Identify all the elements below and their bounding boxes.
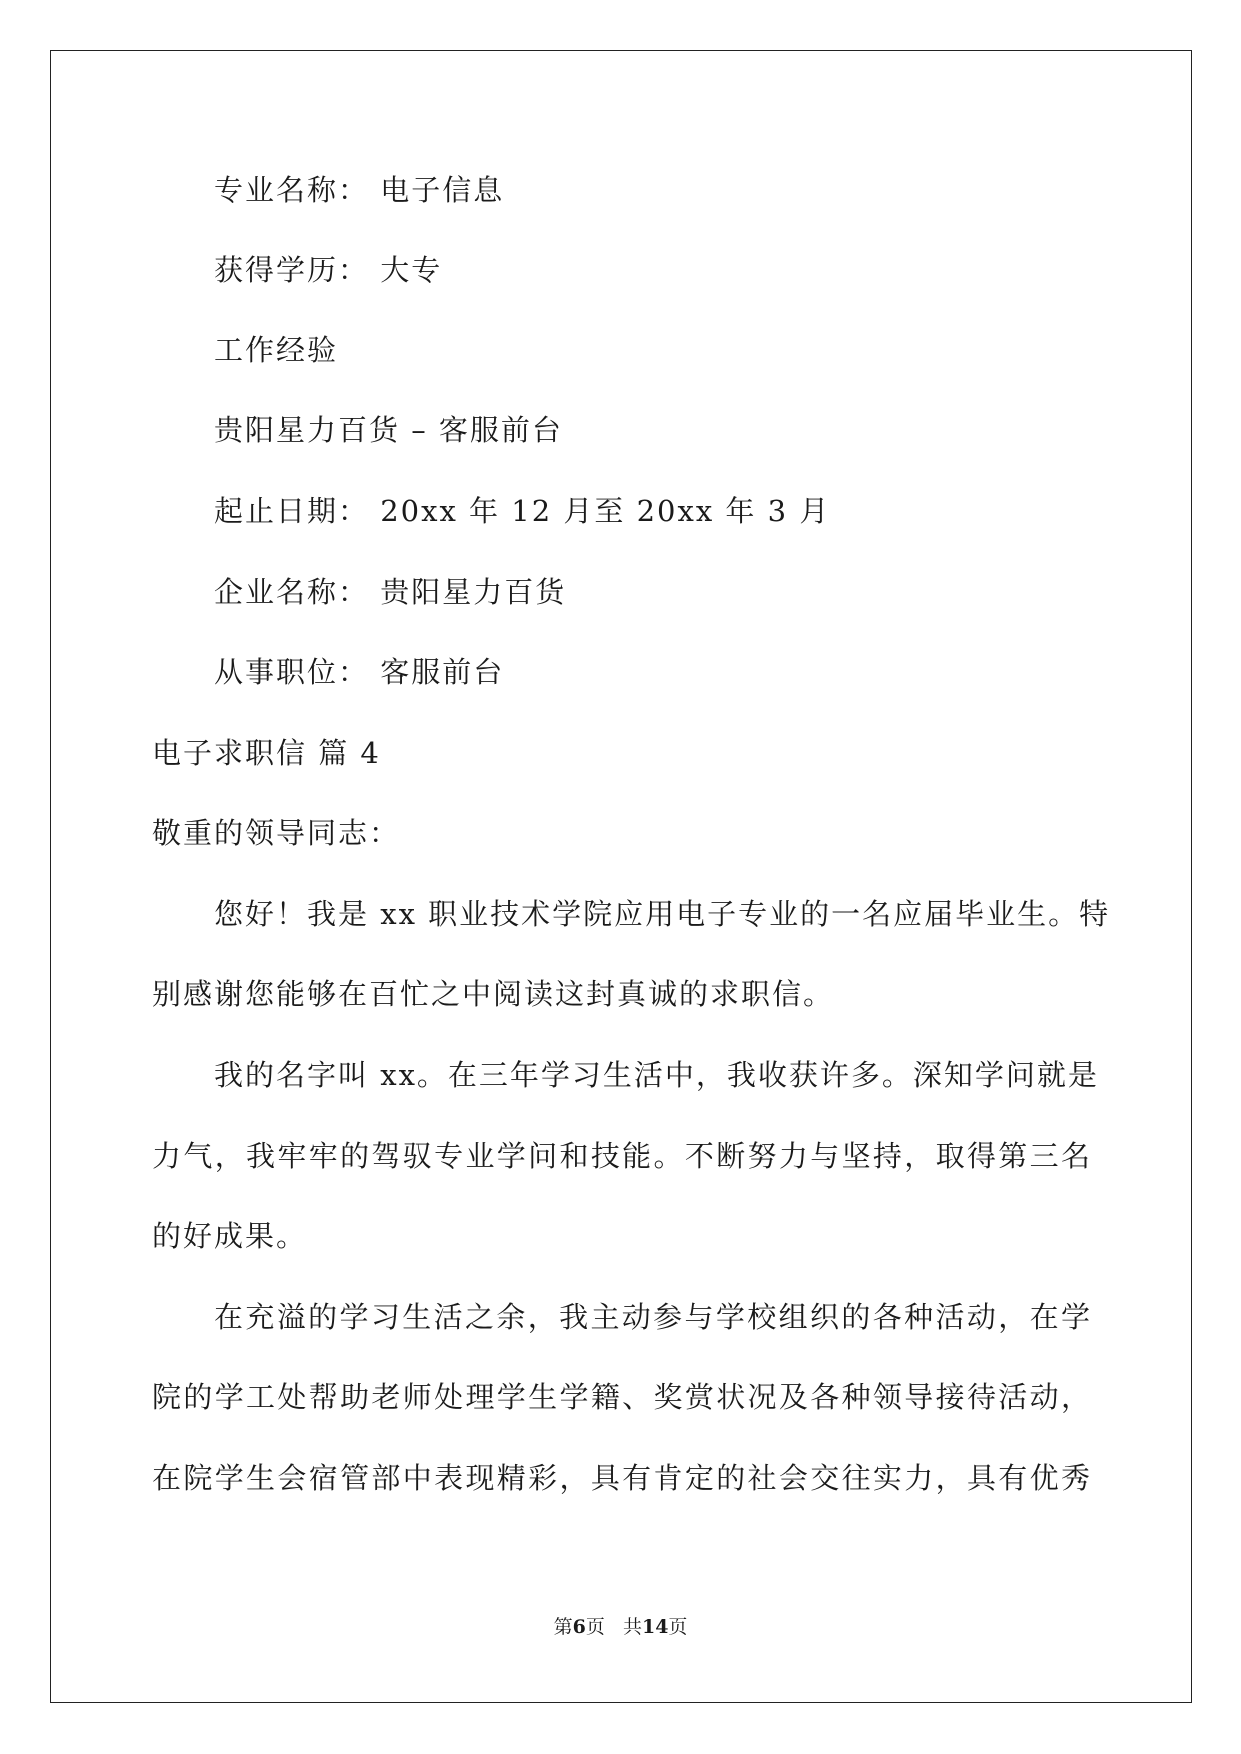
paragraph-line: 在院学生会宿管部中表现精彩，具有肯定的社会交往实力，具有优秀 <box>152 1461 1092 1495</box>
section-title: 电子求职信 篇 4 <box>152 736 381 770</box>
degree-line: 获得学历： 大专 <box>214 253 443 287</box>
footer-total-prefix: 共 <box>622 1616 642 1638</box>
job-title-line: 贵阳星力百货 – 客服前台 <box>214 413 563 447</box>
paragraph-line: 您好！我是 xx 职业技术学院应用电子专业的一名应届毕业生。特 <box>214 897 1111 931</box>
paragraph-line: 力气，我牢牢的驾驭专业学问和技能。不断努力与坚持，取得第三名 <box>152 1139 1092 1173</box>
work-experience-heading: 工作经验 <box>214 333 339 367</box>
paragraph-line: 在充溢的学习生活之余，我主动参与学校组织的各种活动，在学 <box>214 1300 1092 1334</box>
salutation: 敬重的领导同志： <box>152 816 401 850</box>
page-number-footer <box>0 1615 1241 1639</box>
paragraph-line: 我的名字叫 xx。在三年学习生活中，我收获许多。深知学问就是 <box>214 1058 1099 1092</box>
footer-page-suffix: 页 <box>585 1616 605 1638</box>
total-pages-number: 14 <box>641 1616 669 1638</box>
page-frame <box>50 50 1192 1703</box>
footer-prefix: 第 <box>553 1616 573 1638</box>
major-line: 专业名称： 电子信息 <box>214 173 505 207</box>
date-range-line: 起止日期： 20xx 年 12 月至 20xx 年 3 月 <box>214 494 831 528</box>
paragraph-line: 别感谢您能够在百忙之中阅读这封真诚的求职信。 <box>152 977 835 1011</box>
paragraph-line: 院的学工处帮助老师处理学生学籍、奖赏状况及各种领导接待活动， <box>152 1380 1092 1414</box>
position-line: 从事职位： 客服前台 <box>214 655 505 689</box>
paragraph-line: 的好成果。 <box>152 1219 308 1253</box>
company-line: 企业名称： 贵阳星力百货 <box>214 575 567 609</box>
current-page-number: 6 <box>572 1616 586 1638</box>
footer-total-suffix: 页 <box>668 1616 688 1638</box>
